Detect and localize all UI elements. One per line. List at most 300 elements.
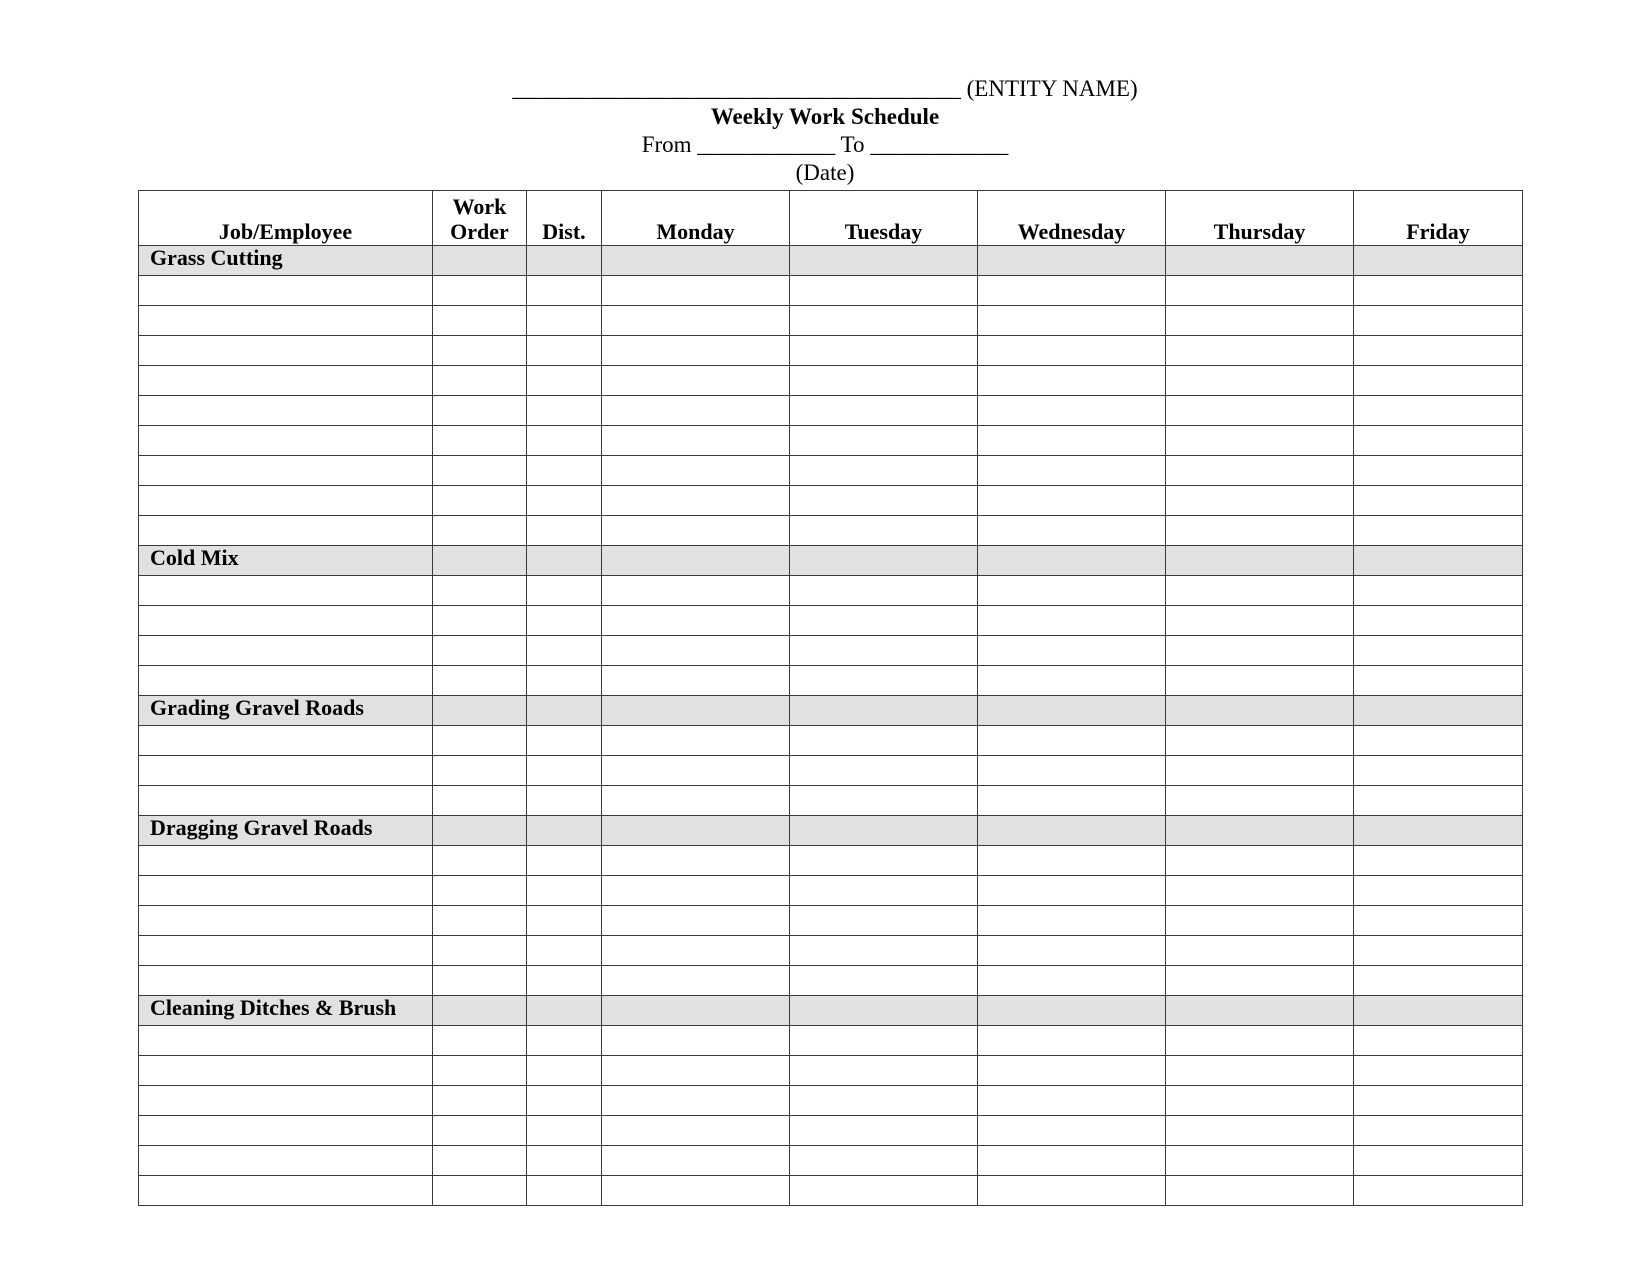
- entry-cell-tuesday[interactable]: [790, 366, 978, 396]
- entity-name-line[interactable]: _______________________________________ (ENTITY NAME): [512, 76, 1138, 101]
- entry-cell-work_order[interactable]: [433, 486, 527, 516]
- section-cell-wednesday: [978, 546, 1166, 576]
- entry-cell-thursday[interactable]: [1166, 666, 1354, 696]
- entry-cell-work_order[interactable]: [433, 666, 527, 696]
- entry-cell-friday[interactable]: [1354, 666, 1523, 696]
- section-cell-wednesday: [978, 996, 1166, 1026]
- schedule-title: Weekly Work Schedule: [710, 104, 940, 129]
- entry-cell-job[interactable]: [139, 1116, 433, 1146]
- entry-cell-thursday[interactable]: [1166, 756, 1354, 786]
- entry-cell-job[interactable]: [139, 1176, 433, 1206]
- entry-row: [139, 276, 1523, 306]
- entry-cell-dist[interactable]: [527, 516, 602, 546]
- entry-cell-monday[interactable]: [602, 846, 790, 876]
- entry-cell-tuesday[interactable]: [790, 456, 978, 486]
- entry-cell-wednesday[interactable]: [978, 1026, 1166, 1056]
- entry-cell-monday[interactable]: [602, 1176, 790, 1206]
- entry-cell-friday[interactable]: [1354, 846, 1523, 876]
- entry-cell-tuesday[interactable]: [790, 336, 978, 366]
- entry-cell-work_order[interactable]: [433, 1086, 527, 1116]
- entry-cell-wednesday[interactable]: [978, 1176, 1166, 1206]
- section-cell-dist: [527, 996, 602, 1026]
- entry-cell-friday[interactable]: [1354, 276, 1523, 306]
- entry-cell-dist[interactable]: [527, 1026, 602, 1056]
- entry-cell-wednesday[interactable]: [978, 426, 1166, 456]
- entry-cell-job[interactable]: [139, 666, 433, 696]
- entry-cell-friday[interactable]: [1354, 486, 1523, 516]
- entry-cell-work_order[interactable]: [433, 576, 527, 606]
- entry-cell-wednesday[interactable]: [978, 1146, 1166, 1176]
- entry-row: [139, 336, 1523, 366]
- entry-cell-tuesday[interactable]: [790, 726, 978, 756]
- section-cell-thursday: [1166, 696, 1354, 726]
- entry-row: [139, 636, 1523, 666]
- entry-cell-work_order[interactable]: [433, 786, 527, 816]
- entry-cell-friday[interactable]: [1354, 516, 1523, 546]
- section-cell-dist: [527, 816, 602, 846]
- entry-cell-thursday[interactable]: [1166, 456, 1354, 486]
- entry-cell-job[interactable]: [139, 966, 433, 996]
- entry-cell-monday[interactable]: [602, 786, 790, 816]
- entry-cell-work_order[interactable]: [433, 276, 527, 306]
- entry-cell-work_order[interactable]: [433, 516, 527, 546]
- section-label: Grading Gravel Roads: [139, 696, 433, 726]
- entry-cell-monday[interactable]: [602, 1146, 790, 1176]
- entry-cell-wednesday[interactable]: [978, 366, 1166, 396]
- entry-cell-wednesday[interactable]: [978, 516, 1166, 546]
- entry-cell-dist[interactable]: [527, 306, 602, 336]
- entry-row: [139, 966, 1523, 996]
- section-label: Grass Cutting: [139, 246, 433, 276]
- entry-row: [139, 306, 1523, 336]
- entry-cell-monday[interactable]: [602, 1026, 790, 1056]
- entry-cell-monday[interactable]: [602, 276, 790, 306]
- section-cell-thursday: [1166, 816, 1354, 846]
- entry-row: [139, 906, 1523, 936]
- entry-cell-thursday[interactable]: [1166, 276, 1354, 306]
- entry-cell-friday[interactable]: [1354, 606, 1523, 636]
- entry-cell-monday[interactable]: [602, 966, 790, 996]
- entry-cell-job[interactable]: [139, 906, 433, 936]
- section-cell-monday: [602, 246, 790, 276]
- entry-cell-dist[interactable]: [527, 636, 602, 666]
- entry-cell-tuesday[interactable]: [790, 846, 978, 876]
- section-cell-thursday: [1166, 246, 1354, 276]
- entry-cell-friday[interactable]: [1354, 726, 1523, 756]
- entry-row: [139, 606, 1523, 636]
- entry-cell-job[interactable]: [139, 1026, 433, 1056]
- entry-cell-dist[interactable]: [527, 666, 602, 696]
- entry-row: [139, 666, 1523, 696]
- entry-cell-job[interactable]: [139, 366, 433, 396]
- entry-cell-wednesday[interactable]: [978, 576, 1166, 606]
- column-header-thursday: Thursday: [1166, 191, 1354, 246]
- entry-cell-wednesday[interactable]: [978, 486, 1166, 516]
- section-cell-wednesday: [978, 246, 1166, 276]
- entry-cell-friday[interactable]: [1354, 576, 1523, 606]
- entry-cell-dist[interactable]: [527, 906, 602, 936]
- section-cell-wednesday: [978, 816, 1166, 846]
- section-cell-thursday: [1166, 546, 1354, 576]
- entry-cell-job[interactable]: [139, 756, 433, 786]
- entry-cell-friday[interactable]: [1354, 756, 1523, 786]
- entry-cell-thursday[interactable]: [1166, 726, 1354, 756]
- section-row: [139, 546, 1523, 576]
- entry-cell-dist[interactable]: [527, 336, 602, 366]
- section-cell-friday: [1354, 816, 1523, 846]
- entry-cell-monday[interactable]: [602, 456, 790, 486]
- entry-cell-monday[interactable]: [602, 936, 790, 966]
- entry-cell-wednesday[interactable]: [978, 276, 1166, 306]
- entry-cell-monday[interactable]: [602, 516, 790, 546]
- entry-cell-dist[interactable]: [527, 576, 602, 606]
- section-label: Cold Mix: [139, 546, 433, 576]
- entry-cell-job[interactable]: [139, 276, 433, 306]
- entry-row: [139, 1116, 1523, 1146]
- entry-cell-monday[interactable]: [602, 486, 790, 516]
- entry-row: [139, 426, 1523, 456]
- entry-cell-dist[interactable]: [527, 936, 602, 966]
- schedule-table: [138, 190, 1523, 1206]
- entry-row: [139, 1086, 1523, 1116]
- entry-cell-monday[interactable]: [602, 1056, 790, 1086]
- entry-cell-job[interactable]: [139, 426, 433, 456]
- entry-cell-friday[interactable]: [1354, 936, 1523, 966]
- section-cell-wednesday: [978, 696, 1166, 726]
- entry-cell-friday[interactable]: [1354, 786, 1523, 816]
- entry-cell-thursday[interactable]: [1166, 606, 1354, 636]
- entry-cell-wednesday[interactable]: [978, 1056, 1166, 1086]
- section-label: Dragging Gravel Roads: [139, 816, 433, 846]
- entry-cell-wednesday[interactable]: [978, 456, 1166, 486]
- entry-cell-wednesday[interactable]: [978, 336, 1166, 366]
- entry-cell-tuesday[interactable]: [790, 966, 978, 996]
- entry-cell-dist[interactable]: [527, 1176, 602, 1206]
- entry-cell-thursday[interactable]: [1166, 486, 1354, 516]
- entry-cell-dist[interactable]: [527, 486, 602, 516]
- entry-cell-job[interactable]: [139, 1086, 433, 1116]
- entry-cell-wednesday[interactable]: [978, 906, 1166, 936]
- section-cell-monday: [602, 696, 790, 726]
- entry-cell-wednesday[interactable]: [978, 306, 1166, 336]
- column-header-friday: Friday: [1354, 191, 1523, 246]
- entry-cell-work_order[interactable]: [433, 876, 527, 906]
- entry-cell-dist[interactable]: [527, 396, 602, 426]
- entry-cell-dist[interactable]: [527, 1146, 602, 1176]
- entry-cell-thursday[interactable]: [1166, 636, 1354, 666]
- entry-row: [139, 1146, 1523, 1176]
- entry-cell-tuesday[interactable]: [790, 276, 978, 306]
- entry-cell-tuesday[interactable]: [790, 936, 978, 966]
- entry-cell-thursday[interactable]: [1166, 516, 1354, 546]
- entry-cell-work_order[interactable]: [433, 846, 527, 876]
- entry-row: [139, 456, 1523, 486]
- entry-cell-dist[interactable]: [527, 366, 602, 396]
- entry-cell-tuesday[interactable]: [790, 606, 978, 636]
- section-cell-friday: [1354, 696, 1523, 726]
- section-cell-tuesday: [790, 696, 978, 726]
- entry-cell-friday[interactable]: [1354, 636, 1523, 666]
- entry-cell-thursday[interactable]: [1166, 966, 1354, 996]
- entry-cell-tuesday[interactable]: [790, 876, 978, 906]
- entry-cell-dist[interactable]: [527, 756, 602, 786]
- column-header-job: Job/Employee: [139, 191, 433, 246]
- entry-cell-friday[interactable]: [1354, 1086, 1523, 1116]
- entry-row: [139, 726, 1523, 756]
- section-cell-tuesday: [790, 816, 978, 846]
- entry-cell-wednesday[interactable]: [978, 786, 1166, 816]
- entry-cell-tuesday[interactable]: [790, 636, 978, 666]
- entry-cell-wednesday[interactable]: [978, 876, 1166, 906]
- entry-cell-thursday[interactable]: [1166, 846, 1354, 876]
- entry-cell-work_order[interactable]: [433, 756, 527, 786]
- section-row: [139, 696, 1523, 726]
- entry-cell-job[interactable]: [139, 726, 433, 756]
- entry-cell-thursday[interactable]: [1166, 1026, 1354, 1056]
- entry-cell-tuesday[interactable]: [790, 1056, 978, 1086]
- entry-cell-wednesday[interactable]: [978, 666, 1166, 696]
- column-header-dist: Dist.: [527, 191, 602, 246]
- entry-cell-work_order[interactable]: [433, 726, 527, 756]
- entry-cell-friday[interactable]: [1354, 426, 1523, 456]
- entry-cell-job[interactable]: [139, 486, 433, 516]
- entry-cell-friday[interactable]: [1354, 336, 1523, 366]
- entry-cell-wednesday[interactable]: [978, 726, 1166, 756]
- entry-cell-tuesday[interactable]: [790, 1116, 978, 1146]
- entry-cell-monday[interactable]: [602, 666, 790, 696]
- entry-cell-tuesday[interactable]: [790, 1026, 978, 1056]
- entry-cell-work_order[interactable]: [433, 1116, 527, 1146]
- entry-row: [139, 876, 1523, 906]
- date-caption: (Date): [795, 160, 855, 185]
- section-cell-work_order: [433, 696, 527, 726]
- entry-cell-work_order[interactable]: [433, 426, 527, 456]
- entry-cell-monday[interactable]: [602, 336, 790, 366]
- entry-cell-friday[interactable]: [1354, 966, 1523, 996]
- entry-row: [139, 486, 1523, 516]
- entry-cell-friday[interactable]: [1354, 1026, 1523, 1056]
- entry-row: [139, 516, 1523, 546]
- entry-cell-wednesday[interactable]: [978, 846, 1166, 876]
- entry-cell-thursday[interactable]: [1166, 1086, 1354, 1116]
- section-row: [139, 246, 1523, 276]
- column-header-row: [139, 191, 1523, 246]
- entry-cell-job[interactable]: [139, 576, 433, 606]
- entry-row: [139, 846, 1523, 876]
- entry-cell-thursday[interactable]: [1166, 1116, 1354, 1146]
- entry-cell-friday[interactable]: [1354, 906, 1523, 936]
- entry-cell-job[interactable]: [139, 396, 433, 426]
- entry-cell-monday[interactable]: [602, 636, 790, 666]
- entry-cell-thursday[interactable]: [1166, 936, 1354, 966]
- section-cell-tuesday: [790, 246, 978, 276]
- entry-cell-monday[interactable]: [602, 576, 790, 606]
- entry-row: [139, 756, 1523, 786]
- entry-cell-dist[interactable]: [527, 786, 602, 816]
- entry-cell-dist[interactable]: [527, 1116, 602, 1146]
- section-cell-thursday: [1166, 996, 1354, 1026]
- entry-row: [139, 1056, 1523, 1086]
- entry-cell-dist[interactable]: [527, 846, 602, 876]
- entry-row: [139, 786, 1523, 816]
- entry-cell-work_order[interactable]: [433, 906, 527, 936]
- entry-cell-thursday[interactable]: [1166, 576, 1354, 606]
- entry-cell-job[interactable]: [139, 636, 433, 666]
- entry-cell-monday[interactable]: [602, 366, 790, 396]
- section-row: [139, 996, 1523, 1026]
- column-header-tuesday: Tuesday: [790, 191, 978, 246]
- entry-cell-dist[interactable]: [527, 426, 602, 456]
- entry-cell-work_order[interactable]: [433, 1146, 527, 1176]
- entry-cell-wednesday[interactable]: [978, 936, 1166, 966]
- entry-cell-friday[interactable]: [1354, 1056, 1523, 1086]
- entry-cell-tuesday[interactable]: [790, 516, 978, 546]
- section-cell-friday: [1354, 246, 1523, 276]
- entry-cell-tuesday[interactable]: [790, 756, 978, 786]
- section-cell-monday: [602, 546, 790, 576]
- entry-cell-monday[interactable]: [602, 876, 790, 906]
- entry-cell-work_order[interactable]: [433, 396, 527, 426]
- entry-cell-thursday[interactable]: [1166, 336, 1354, 366]
- entry-cell-monday[interactable]: [602, 726, 790, 756]
- entry-cell-job[interactable]: [139, 846, 433, 876]
- section-cell-work_order: [433, 246, 527, 276]
- section-cell-monday: [602, 996, 790, 1026]
- entry-cell-dist[interactable]: [527, 456, 602, 486]
- section-cell-dist: [527, 246, 602, 276]
- entry-cell-dist[interactable]: [527, 876, 602, 906]
- entry-cell-wednesday[interactable]: [978, 396, 1166, 426]
- entry-cell-dist[interactable]: [527, 606, 602, 636]
- entry-row: [139, 1026, 1523, 1056]
- entry-cell-monday[interactable]: [602, 396, 790, 426]
- entry-cell-wednesday[interactable]: [978, 1086, 1166, 1116]
- entry-cell-tuesday[interactable]: [790, 666, 978, 696]
- section-cell-work_order: [433, 546, 527, 576]
- entry-cell-work_order[interactable]: [433, 1026, 527, 1056]
- entry-cell-work_order[interactable]: [433, 336, 527, 366]
- entry-cell-thursday[interactable]: [1166, 306, 1354, 336]
- entry-cell-job[interactable]: [139, 1056, 433, 1086]
- entry-cell-monday[interactable]: [602, 606, 790, 636]
- entry-cell-friday[interactable]: [1354, 396, 1523, 426]
- entry-cell-dist[interactable]: [527, 726, 602, 756]
- entry-cell-work_order[interactable]: [433, 966, 527, 996]
- section-cell-dist: [527, 546, 602, 576]
- date-range-line[interactable]: From ____________ To ____________: [641, 132, 1009, 157]
- entry-cell-tuesday[interactable]: [790, 306, 978, 336]
- entry-cell-job[interactable]: [139, 336, 433, 366]
- entry-row: [139, 576, 1523, 606]
- entry-cell-job[interactable]: [139, 606, 433, 636]
- section-cell-work_order: [433, 816, 527, 846]
- entry-cell-tuesday[interactable]: [790, 1146, 978, 1176]
- entry-cell-job[interactable]: [139, 876, 433, 906]
- entry-cell-wednesday[interactable]: [978, 966, 1166, 996]
- entry-row: [139, 396, 1523, 426]
- entry-cell-tuesday[interactable]: [790, 396, 978, 426]
- entry-cell-friday[interactable]: [1354, 1146, 1523, 1176]
- entry-cell-work_order[interactable]: [433, 606, 527, 636]
- entry-cell-work_order[interactable]: [433, 456, 527, 486]
- entry-cell-monday[interactable]: [602, 426, 790, 456]
- entry-cell-tuesday[interactable]: [790, 426, 978, 456]
- entry-cell-thursday[interactable]: [1166, 876, 1354, 906]
- entry-cell-dist[interactable]: [527, 1086, 602, 1116]
- entry-cell-wednesday[interactable]: [978, 756, 1166, 786]
- entry-cell-friday[interactable]: [1354, 876, 1523, 906]
- entry-cell-thursday[interactable]: [1166, 396, 1354, 426]
- entry-cell-thursday[interactable]: [1166, 426, 1354, 456]
- entry-cell-work_order[interactable]: [433, 306, 527, 336]
- entry-cell-work_order[interactable]: [433, 1056, 527, 1086]
- section-cell-monday: [602, 816, 790, 846]
- entry-cell-friday[interactable]: [1354, 306, 1523, 336]
- entry-cell-monday[interactable]: [602, 1116, 790, 1146]
- entry-cell-friday[interactable]: [1354, 366, 1523, 396]
- section-cell-dist: [527, 696, 602, 726]
- entry-cell-friday[interactable]: [1354, 1176, 1523, 1206]
- entry-cell-thursday[interactable]: [1166, 786, 1354, 816]
- entry-cell-tuesday[interactable]: [790, 1176, 978, 1206]
- entry-cell-job[interactable]: [139, 936, 433, 966]
- entry-cell-wednesday[interactable]: [978, 606, 1166, 636]
- entry-cell-work_order[interactable]: [433, 366, 527, 396]
- entry-cell-job[interactable]: [139, 786, 433, 816]
- entry-cell-monday[interactable]: [602, 1086, 790, 1116]
- entry-cell-tuesday[interactable]: [790, 786, 978, 816]
- entry-cell-job[interactable]: [139, 1146, 433, 1176]
- entry-cell-tuesday[interactable]: [790, 576, 978, 606]
- section-cell-work_order: [433, 996, 527, 1026]
- entry-cell-dist[interactable]: [527, 276, 602, 306]
- entry-cell-monday[interactable]: [602, 306, 790, 336]
- entry-cell-work_order[interactable]: [433, 636, 527, 666]
- entry-cell-wednesday[interactable]: [978, 636, 1166, 666]
- section-cell-friday: [1354, 546, 1523, 576]
- section-cell-tuesday: [790, 996, 978, 1026]
- entry-cell-dist[interactable]: [527, 1056, 602, 1086]
- entry-cell-tuesday[interactable]: [790, 906, 978, 936]
- entry-cell-job[interactable]: [139, 306, 433, 336]
- entry-cell-job[interactable]: [139, 456, 433, 486]
- entry-cell-wednesday[interactable]: [978, 1116, 1166, 1146]
- entry-cell-dist[interactable]: [527, 966, 602, 996]
- entry-cell-thursday[interactable]: [1166, 366, 1354, 396]
- column-header-monday: Monday: [602, 191, 790, 246]
- entry-cell-friday[interactable]: [1354, 456, 1523, 486]
- entry-cell-thursday[interactable]: [1166, 1146, 1354, 1176]
- section-label: Cleaning Ditches & Brush: [139, 996, 433, 1026]
- entry-cell-work_order[interactable]: [433, 1176, 527, 1206]
- entry-cell-work_order[interactable]: [433, 936, 527, 966]
- entry-cell-tuesday[interactable]: [790, 1086, 978, 1116]
- section-row: [139, 816, 1523, 846]
- entry-cell-thursday[interactable]: [1166, 906, 1354, 936]
- entry-cell-thursday[interactable]: [1166, 1056, 1354, 1086]
- entry-row: [139, 366, 1523, 396]
- entry-cell-friday[interactable]: [1354, 1116, 1523, 1146]
- section-cell-tuesday: [790, 546, 978, 576]
- entry-cell-monday[interactable]: [602, 756, 790, 786]
- entry-cell-tuesday[interactable]: [790, 486, 978, 516]
- entry-row: [139, 1176, 1523, 1206]
- column-header-work_order: Work Order: [433, 191, 527, 246]
- entry-cell-thursday[interactable]: [1166, 1176, 1354, 1206]
- entry-cell-monday[interactable]: [602, 906, 790, 936]
- entry-cell-job[interactable]: [139, 516, 433, 546]
- column-header-wednesday: Wednesday: [978, 191, 1166, 246]
